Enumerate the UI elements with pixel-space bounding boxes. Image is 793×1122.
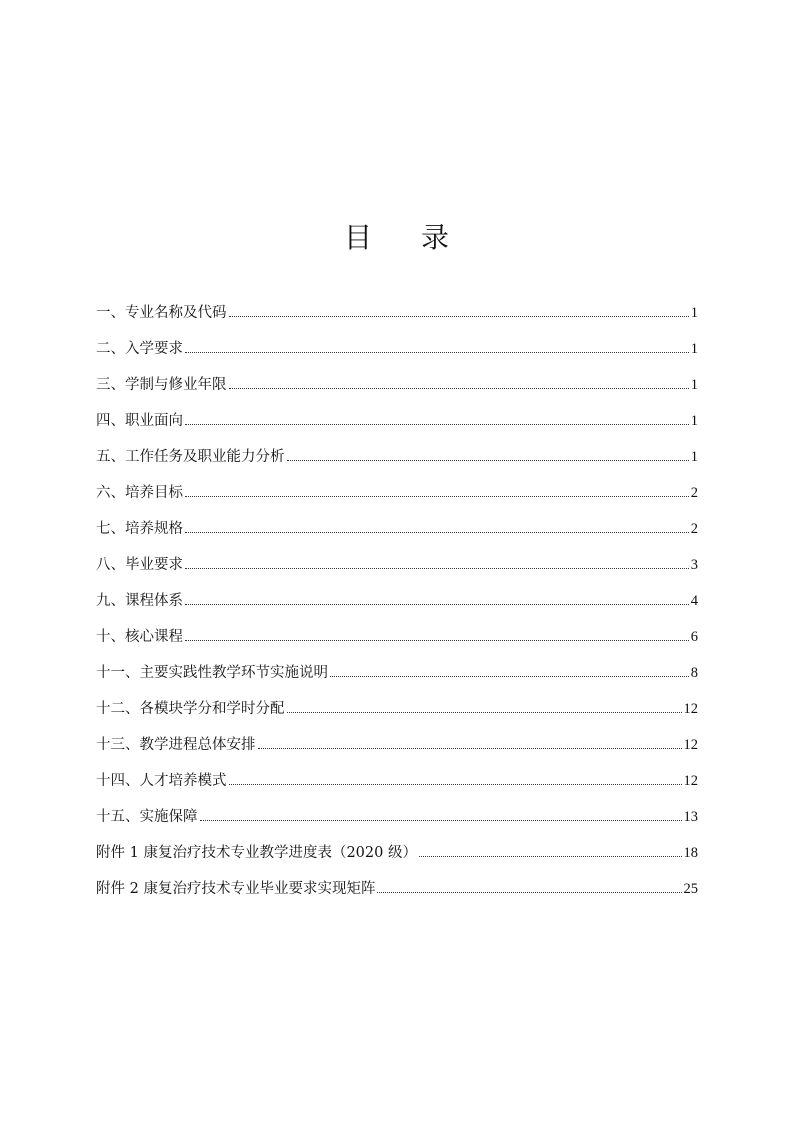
toc-entry-label: 十四、人才培养模式 [96, 773, 227, 789]
toc-entry[interactable] [96, 372, 698, 408]
toc-entry-label: 十五、实施保障 [96, 809, 198, 825]
toc-entry-page: 1 [690, 449, 698, 465]
toc-entry[interactable] [96, 804, 698, 840]
toc-entry-page: 1 [690, 377, 698, 393]
toc-entry-page: 2 [690, 521, 698, 537]
toc-entry-label: 八、毕业要求 [96, 557, 183, 573]
toc-entry[interactable] [96, 408, 698, 444]
toc-entry[interactable] [96, 840, 698, 876]
toc-entry-label: 十、核心课程 [96, 629, 183, 645]
toc-dot-leader [229, 783, 682, 785]
toc-entry-label: 四、职业面向 [96, 413, 183, 429]
toc-entry[interactable] [96, 552, 698, 588]
toc-entry-label: 六、培养目标 [96, 485, 183, 501]
toc-entry[interactable] [96, 768, 698, 804]
toc-entry[interactable] [96, 444, 698, 480]
toc-entry-page: 4 [690, 593, 698, 609]
toc-dot-leader [287, 459, 689, 461]
toc-entry-label: 二、入学要求 [96, 341, 183, 357]
toc-dot-leader [185, 495, 689, 497]
toc-entry-label: 七、培养规格 [96, 521, 183, 537]
toc-dot-leader [185, 531, 689, 533]
toc-entry-page: 25 [683, 881, 698, 897]
page-title: 目 录 [344, 221, 469, 254]
toc-dot-leader [229, 315, 689, 317]
toc-dot-leader [330, 675, 689, 677]
toc-entry-page: 8 [690, 665, 698, 681]
toc-dot-leader [258, 747, 682, 749]
toc-entry[interactable] [96, 876, 698, 912]
toc-entry[interactable] [96, 516, 698, 552]
toc-entry[interactable] [96, 660, 698, 696]
toc-entry-label: 一、专业名称及代码 [96, 305, 227, 321]
toc-entry[interactable] [96, 336, 698, 372]
toc-entry-label: 十三、教学进程总体安排 [96, 737, 256, 753]
toc-entry-label: 十二、各模块学分和学时分配 [96, 701, 285, 717]
toc-entry-page: 6 [690, 629, 698, 645]
toc-dot-leader [200, 819, 682, 821]
toc-entry-label: 附件 1 康复治疗技术专业教学进度表（2020 级） [96, 845, 417, 861]
toc-entry[interactable] [96, 696, 698, 732]
toc-entry[interactable] [96, 732, 698, 768]
toc-dot-leader [185, 423, 689, 425]
toc-entry-page: 12 [683, 773, 698, 789]
toc-dot-leader [377, 891, 681, 893]
toc-entry[interactable] [96, 480, 698, 516]
toc-entry[interactable] [96, 624, 698, 660]
toc-entry-label: 十一、主要实践性教学环节实施说明 [96, 665, 328, 681]
toc-entry-page: 1 [690, 413, 698, 429]
toc-entry-page: 3 [690, 557, 698, 573]
toc-entry-label: 附件 2 康复治疗技术专业毕业要求实现矩阵 [96, 881, 376, 897]
toc-entry-label: 三、学制与修业年限 [96, 377, 227, 393]
toc-entry-label: 五、工作任务及职业能力分析 [96, 449, 285, 465]
toc-dot-leader [185, 351, 689, 353]
toc-dot-leader [419, 855, 682, 857]
toc-entry-page: 12 [683, 701, 698, 717]
toc-entry-page: 18 [683, 845, 698, 861]
toc-dot-leader [185, 603, 689, 605]
toc-entry-page: 1 [690, 341, 698, 357]
toc-entry-page: 2 [690, 485, 698, 501]
toc-dot-leader [185, 567, 689, 569]
toc-entry-label: 九、课程体系 [96, 593, 183, 609]
table-of-contents [96, 300, 698, 912]
toc-dot-leader [287, 711, 682, 713]
toc-entry-page: 12 [683, 737, 698, 753]
toc-dot-leader [229, 387, 689, 389]
toc-entry-page: 1 [690, 305, 698, 321]
toc-dot-leader [185, 639, 689, 641]
toc-entry[interactable] [96, 588, 698, 624]
toc-entry[interactable] [96, 300, 698, 336]
toc-entry-page: 13 [683, 809, 698, 825]
